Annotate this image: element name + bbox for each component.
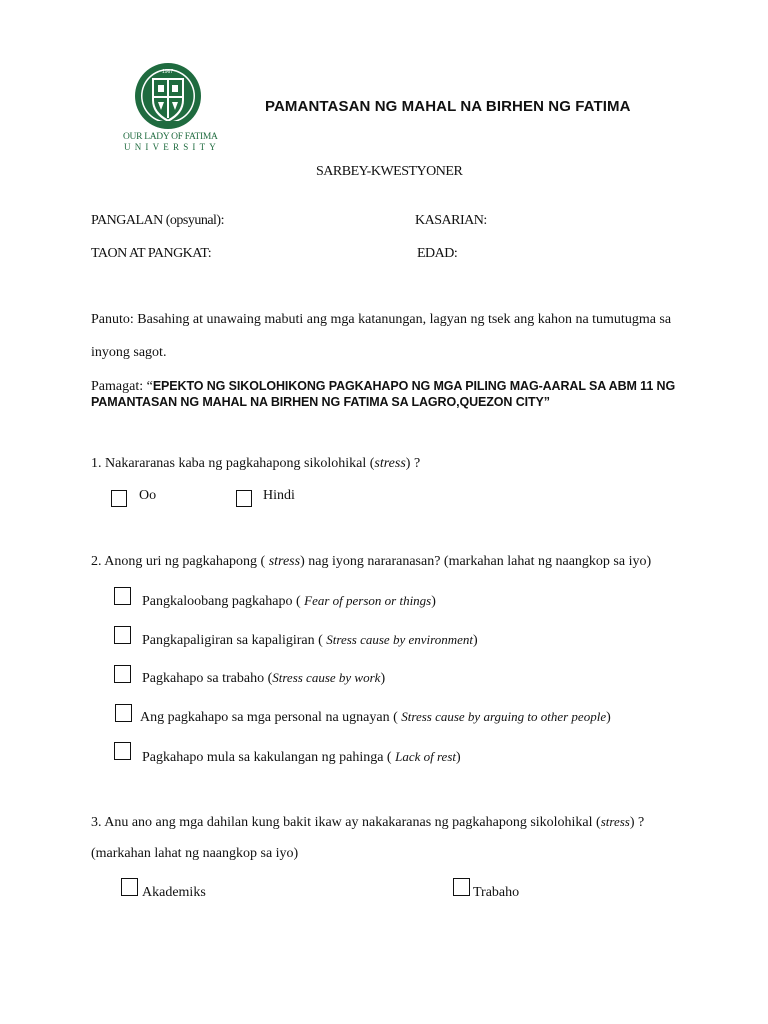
q1-checkbox-hindi[interactable] — [236, 490, 252, 507]
q2-checkbox-2[interactable] — [114, 626, 131, 644]
gender-field-label: KASARIAN: — [415, 213, 487, 228]
name-field-label: PANGALAN (opsyunal): — [91, 213, 224, 228]
age-field-label: EDAD: — [417, 246, 458, 261]
q3-option-trabaho-label: Trabaho — [473, 885, 520, 900]
q1-checkbox-oo[interactable] — [111, 490, 127, 507]
q2-option-3: Pagkahapo sa trabaho (Stress cause by work) — [142, 670, 386, 686]
question-1: 1. Nakararanas kaba ng pagkahapong sikolohikal (stress) ? — [91, 456, 421, 471]
logo-line-1: OUR LADY OF FATIMA — [123, 132, 218, 142]
question-3: 3. Anu ano ang mga dahilan kung bakit ikaw ay nakakaranas ng pagkahapong sikolohikal (stress) ? — [91, 814, 645, 830]
research-title — [91, 377, 675, 395]
logo-line-2: UNIVERSITY — [124, 142, 220, 152]
q1-option-hindi-label: Hindi — [263, 488, 295, 503]
q3-checkbox-akademiks[interactable] — [121, 878, 138, 896]
q2-option-5: Pagkahapo mula sa kakulangan ng pahinga ( Lack of rest) — [142, 749, 461, 765]
q2-option-4: Ang pagkahapo sa mga personal na ugnayan ( Stress cause by arguing to other people) — [140, 709, 611, 725]
research-title-prefix: Pamagat: “ — [91, 379, 153, 394]
question-2: 2. Anong uri ng pagkahapong ( stress) nag iyong nararanasan? (markahan lahat ng naangkop sa iyo) — [91, 554, 652, 569]
year-section-field-label: TAON AT PANGKAT: — [91, 246, 212, 261]
q2-option-1: Pangkaloobang pagkahapo ( Fear of person or things) — [142, 593, 436, 609]
q2-checkbox-4[interactable] — [115, 704, 132, 722]
research-title-line-2: PAMANTASAN NG MAHAL NA BIRHEN NG FATIMA SA LAGRO,QUEZON CITY” — [91, 395, 550, 409]
q1-option-oo-label: Oo — [139, 488, 157, 503]
instructions-line-2: inyong sagot. — [91, 345, 167, 360]
university-name: PAMANTASAN NG MAHAL NA BIRHEN NG FATIMA — [265, 98, 631, 115]
question-3-note: (markahan lahat ng naangkop sa iyo) — [91, 846, 299, 861]
q2-option-2: Pangkapaligiran sa kapaligiran ( Stress cause by environment) — [142, 632, 478, 648]
q2-checkbox-1[interactable] — [114, 587, 131, 605]
research-title-line-1: EPEKTO NG SIKOLOHIKONG PAGKAHAPO NG MGA PILING MAG-AARAL SA ABM 11 NG — [152, 379, 676, 393]
form-title: SARBEY-KWESTYONER — [316, 164, 463, 179]
logo-year: 1967 — [162, 69, 174, 75]
q3-checkbox-trabaho[interactable] — [453, 878, 470, 896]
q2-checkbox-5[interactable] — [114, 742, 131, 760]
q2-checkbox-3[interactable] — [114, 665, 131, 683]
university-logo — [118, 60, 218, 155]
instructions-line-1: Panuto: Basahing at unawaing mabuti ang mga katanungan, lagyan ng tsek ang kahon na tumutugma sa — [91, 312, 672, 327]
q3-option-akademiks-label: Akademiks — [142, 885, 206, 900]
